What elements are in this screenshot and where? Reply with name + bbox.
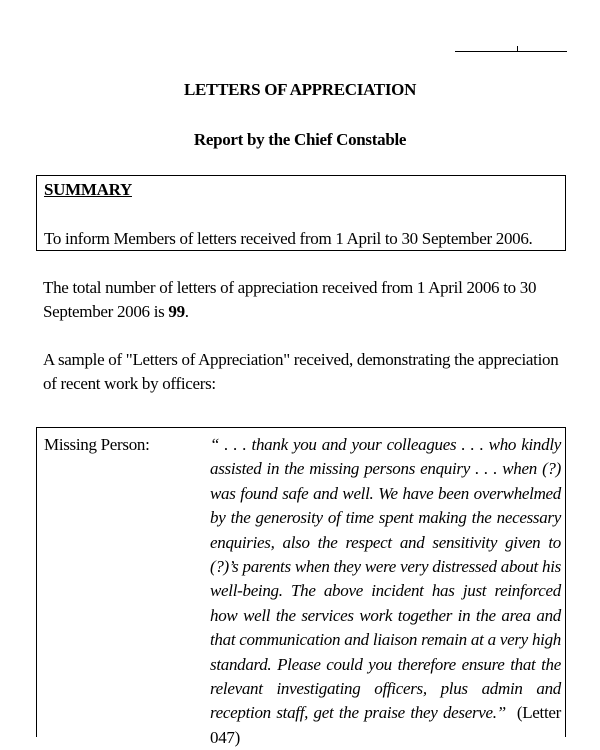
letter-quote-text: “ . . . thank you and your colleagues . . . who kindly assisted in the missing persons enquiry . . . when (?) was found safe and well. We have been overwhelmed by the generosity of time spent making the necessary enquiries, also the respect and sensitivity given to (?)’s parents when they were very distressed about his well-being. The above incident has just reinforced how well the services work together in the area and that communication and liaison remain at a very high standard. Please could you therefore ensure that the relevant investigating officers, plus admin and reception staff, get the praise they deserve.”	[210, 435, 561, 723]
letter-reference: (Letter 047)	[210, 703, 561, 747]
sample-intro-paragraph: A sample of "Letters of Appreciation" received, demonstrating the appreciation of recent work by officers:	[43, 350, 559, 393]
reference-line	[455, 51, 567, 52]
summary-box	[36, 175, 566, 251]
summary-text: To inform Members of letters received from 1 April to 30 September 2006.	[44, 229, 533, 248]
reference-line-divider	[517, 46, 518, 51]
letter-category: Missing Person:	[44, 435, 150, 454]
letter-quote	[210, 433, 561, 750]
summary-heading: SUMMARY	[44, 180, 132, 199]
total-letters-period: .	[184, 302, 189, 321]
total-letters-text: The total number of letters of appreciation received from 1 April 2006 to 30 September 2006 is	[43, 278, 537, 321]
letters-table	[36, 427, 566, 747]
total-letters-paragraph	[43, 276, 565, 324]
total-letters-count: 99	[168, 302, 185, 321]
document-subtitle: Report by the Chief Constable	[193, 130, 407, 149]
document-title: LETTERS OF APPRECIATION	[183, 80, 417, 99]
